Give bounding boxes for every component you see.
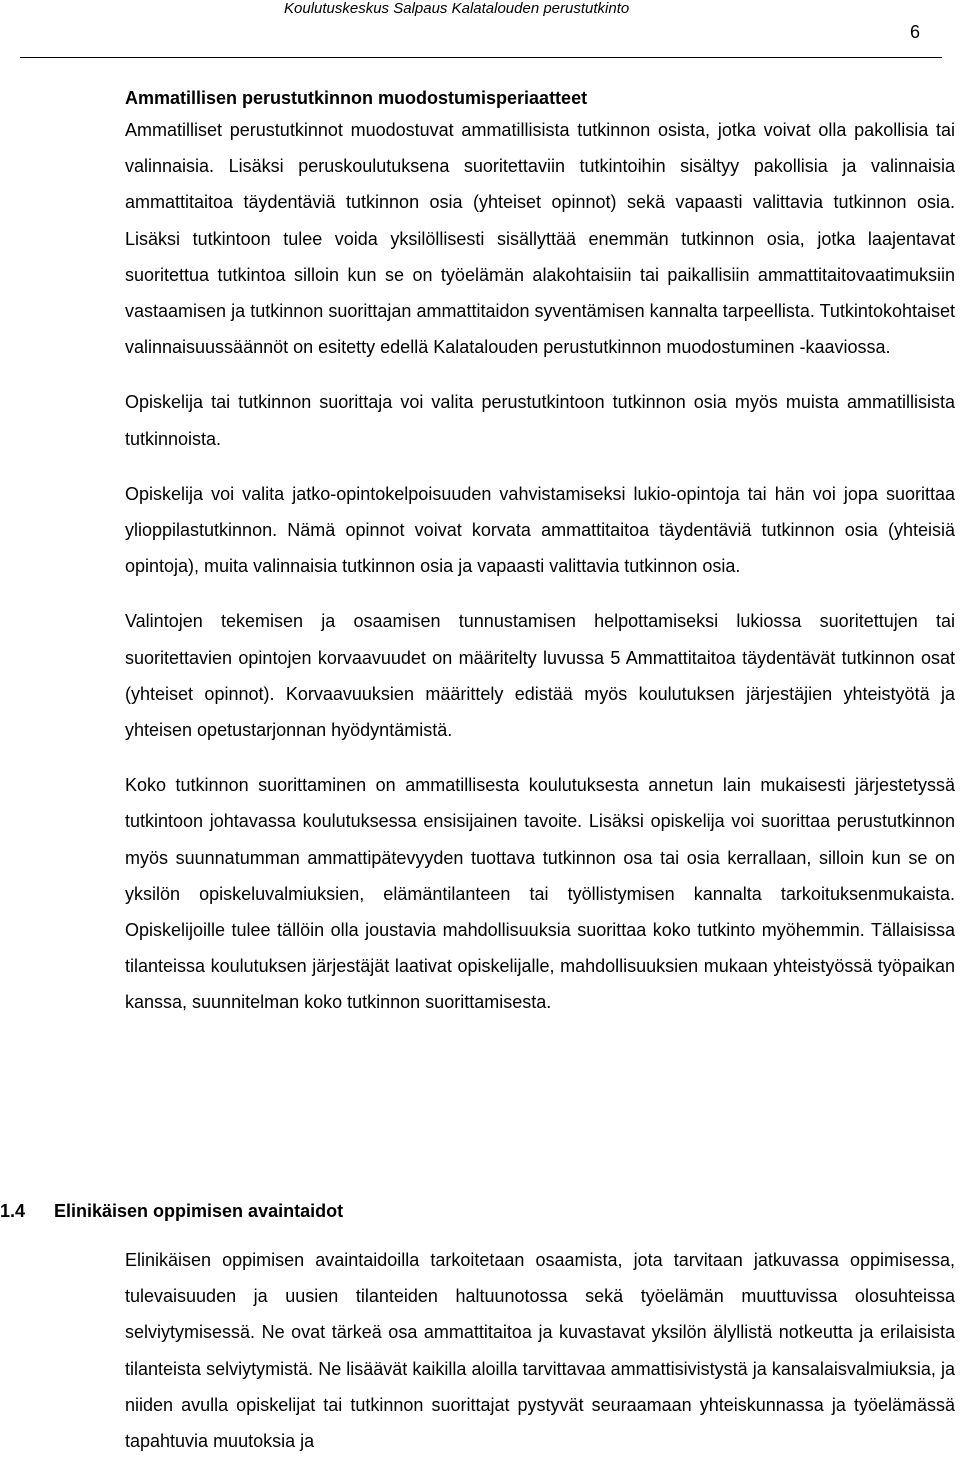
section-heading: Ammatillisen perustutkinnon muodostumisperiaatteet	[125, 88, 588, 108]
body-paragraph: Koko tutkinnon suorittaminen on ammatillisesta koulutuksesta annetun lain mukaisesti järjestetyssä tutkintoon johtavassa koulutuksessa ensisijainen tavoite. Lisäksi opiskelija voi suorittaa perustutkinnon myös suunnatumman ammattipätevyyden tuottava tutkinnon osa tai osia kerrallaan, silloin kun se on yksilön opiskeluvalmiuksien, elämäntilanteen tai työllistymisen kannalta tarkoituksenmukaista. Opiskelijoille tulee tällöin olla joustavia mahdollisuuksia suorittaa koko tutkinto myöhemmin. Tällaisissa tilanteissa koulutuksen järjestäjät laativat opiskelijalle, mahdollisuuksien mukaan yhteistyössä työpaikan kanssa, suunnitelman koko tutkinnon suorittamisesta.	[125, 775, 955, 1013]
body-paragraph: Ammatilliset perustutkinnot muodostuvat ammatillisista tutkinnon osista, jotka voivat olla pakollisia tai valinnaisia. Lisäksi peruskoulutuksena suoritettaviin tutkintoihin sisältyy pakollisia ja valinnaisia ammattitaitoa täydentäviä tutkinnon osia (yhteiset opinnot) sekä vapaasti valittavia tutkinnon osia. Lisäksi tutkintoon tulee voida yksilöllisesti sisällyttää enemmän tutkinnon osia, jotka laajentavat suoritettua tutkintoa silloin kun se on työelämän alakohtaisiin tai paikallisiin ammattitaitovaatimuksiin vastaamisen ja tutkinnon suorittajan ammattitaidon syventämisen kannalta tarpeellista. Tutkintokohtaiset valinnaisuussäännöt on esitetty edellä Kalatalouden perustutkinnon muodostuminen -kaaviossa.	[125, 120, 955, 358]
section-content	[125, 84, 955, 1040]
chapter-number: 1.4	[0, 1201, 26, 1221]
body-paragraph: Opiskelija voi valita jatko-opintokelpoisuuden vahvistamiseksi lukio-opintoja tai hän voi jopa suorittaa ylioppilastutkinnon. Nämä opinnot voivat korvata ammattitaitoa täydentäviä tutkinnon osia (yhteisiä opintoja), muita valinnaisia tutkinnon osia ja vapaasti valittavia tutkinnon osia.	[125, 483, 955, 577]
chapter-title: Elinikäisen oppimisen avaintaidot	[54, 1201, 344, 1221]
page-number: 6	[910, 22, 921, 42]
header-divider	[20, 57, 942, 58]
chapter-paragraph: Elinikäisen oppimisen avaintaidoilla tarkoitetaan osaamista, jota tarvitaan jatkuvassa oppimisessa, tulevaisuuden ja uusien tilanteiden haltuunotossa sekä työelämän muuttuvissa olosuhteissa selviytymisessä. Ne ovat tärkeä osa ammattitaitoa ja kuvastavat yksilön älyllistä notkeutta ja erilaisista tilanteista selviytymistä. Ne lisäävät kaikilla aloilla tarvittavaa ammattisivistystä ja kansalaisvalmiuksia, ja niiden avulla opiskelijat tai tutkinnon suorittajat pystyvät seuraamaan yhteiskunnassa ja työelämässä tapahtuvia muutoksia ja	[125, 1250, 955, 1452]
body-paragraph: Opiskelija tai tutkinnon suorittaja voi valita perustutkintoon tutkinnon osia myös muista ammatillisista tutkinnoista.	[125, 392, 955, 449]
chapter-heading	[0, 1197, 343, 1225]
body-paragraph: Valintojen tekemisen ja osaamisen tunnustamisen helpottamiseksi lukiossa suoritettujen tai suoritettavien opintojen korvaavuudet on määritelty luvussa 5 Ammattitaitoa täydentävät tutkinnon osat (yhteiset opinnot). Korvaavuuksien määrittely edistää myös koulutuksen järjestäjien yhteistyötä ja yhteisen opetustarjonnan hyödyntämistä.	[125, 611, 955, 741]
chapter-content	[125, 1242, 955, 1478]
document-header-title: Koulutuskeskus Salpaus Kalatalouden perustutkinto	[284, 0, 630, 17]
